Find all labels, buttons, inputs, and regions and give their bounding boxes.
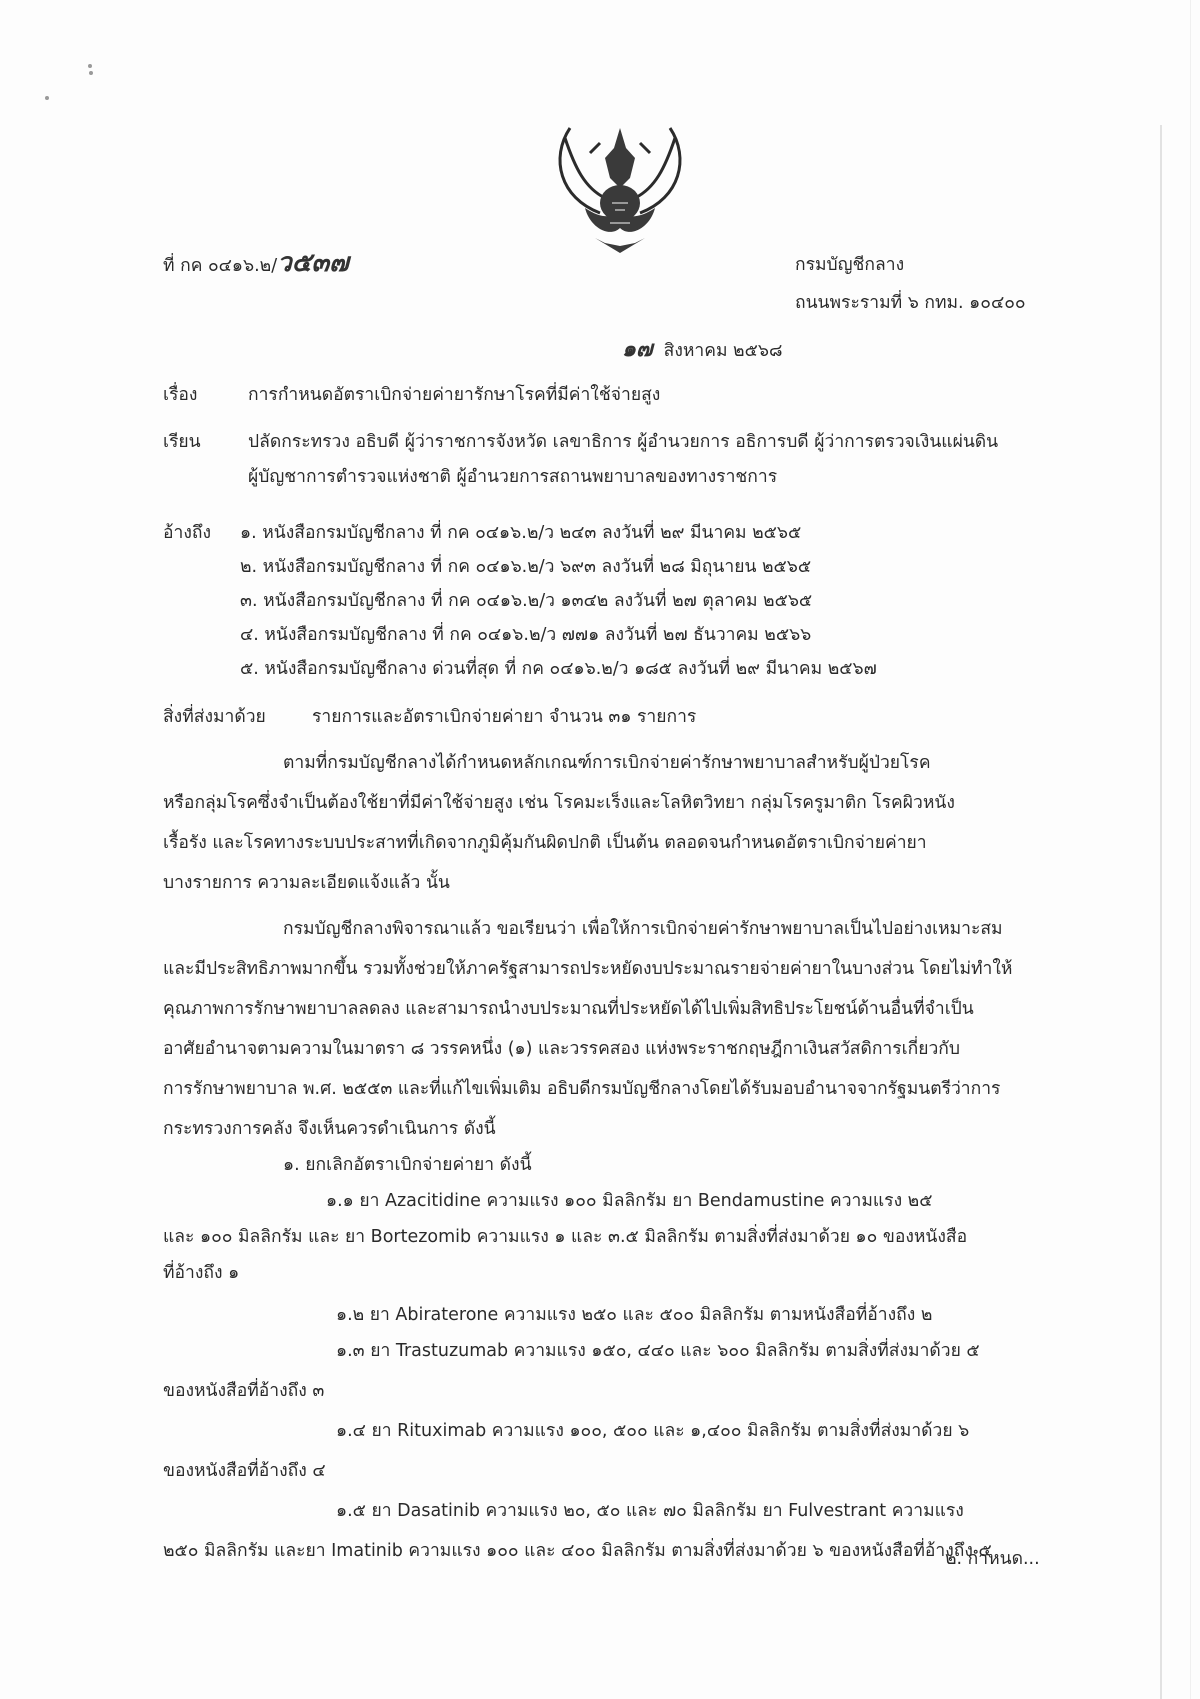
item-1-2: ๑.๒ ยา Abiraterone ความแรง ๒๕๐ และ ๕๐๐ มิลลิกรัม ตามหนังสือที่อ้างถึง ๒ — [336, 1305, 933, 1325]
scan-speck — [89, 71, 93, 75]
item-1-5-cont: ๒๕๐ มิลลิกรัม และยา Imatinib ความแรง ๑๐๐ และ ๔๐๐ มิลลิกรัม ตามสิ่งที่ส่งมาด้วย ๖ ของหนังสือที่อ้างถึง ๕ — [163, 1541, 992, 1561]
item-1-1: ๑.๑ ยา Azacitidine ความแรง ๑๐๐ มิลลิกรัม ยา Bendamustine ความแรง ๒๕ — [326, 1191, 933, 1211]
garuda-emblem-icon — [540, 118, 700, 258]
scan-speck — [88, 64, 92, 68]
handwritten-day: ๑๗ — [622, 336, 653, 362]
paragraph-2-line: กระทรวงการคลัง จึงเห็นควรดำเนินการ ดังนี้ — [163, 1119, 496, 1139]
paragraph-1-line: เรื้อรัง และโรคทางระบบประสาทที่เกิดจากภูมิคุ้มกันผิดปกติ เป็นต้น ตลอดจนกำหนดอัตราเบิกจ่ายค่ายา — [163, 833, 927, 853]
scan-edge-line — [1160, 125, 1162, 1699]
section-1-heading: ๑. ยกเลิกอัตราเบิกจ่ายค่ายา ดังนี้ — [283, 1155, 532, 1175]
paragraph-2-line: คุณภาพการรักษาพยาบาลลดลง และสามารถนำงบประมาณที่ประหยัดได้ไปเพิ่มสิทธิประโยชน์ด้านอื่นที่จำเป็น — [163, 999, 974, 1019]
item-1-3-cont: ของหนังสือที่อ้างถึง ๓ — [163, 1381, 325, 1401]
item-1-4: ๑.๔ ยา Rituximab ความแรง ๑๐๐, ๕๐๐ และ ๑,๔๐๐ มิลลิกรัม ตามสิ่งที่ส่งมาด้วย ๖ — [336, 1421, 970, 1441]
item-1-1-cont: และ ๑๐๐ มิลลิกรัม และ ยา Bortezomib ความแรง ๑ และ ๓.๕ มิลลิกรัม ตามสิ่งที่ส่งมาด้วย ๑๐ ของหนังสือ — [163, 1227, 968, 1247]
item-1-4-cont: ของหนังสือที่อ้างถึง ๔ — [163, 1461, 326, 1481]
to-line-1: ปลัดกระทรวง อธิบดี ผู้ว่าราชการจังหวัด เลขาธิการ ผู้อำนวยการ อธิการบดี ผู้ว่าการตรวจเงินแผ่นดิน — [248, 432, 999, 452]
enclosure-text: รายการและอัตราเบิกจ่ายค่ายา จำนวน ๓๑ รายการ — [312, 707, 697, 727]
scan-speck — [45, 96, 49, 100]
sender-address: ถนนพระรามที่ ๖ กทม. ๑๐๔๐๐ — [795, 293, 1026, 313]
paragraph-2-line: และมีประสิทธิภาพมากขึ้น รวมทั้งช่วยให้ภาครัฐสามารถประหยัดงบประมาณรายจ่ายค่ายาในบางส่วน โดยไม่ทำให้ — [163, 959, 1013, 979]
reference-item: ๒. หนังสือกรมบัญชีกลาง ที่ กค ๐๔๑๖.๒/ว ๖๙๓ ลงวันที่ ๒๘ มิถุนายน ๒๕๖๕ — [240, 557, 812, 577]
subject-text: การกำหนดอัตราเบิกจ่ายค่ายารักษาโรคที่มีค่าใช้จ่ายสูง — [248, 385, 661, 405]
to-line-2: ผู้บัญชาการตำรวจแห่งชาติ ผู้อำนวยการสถานพยาบาลของทางราชการ — [248, 467, 778, 487]
reference-item: ๓. หนังสือกรมบัญชีกลาง ที่ กค ๐๔๑๖.๒/ว ๑๓๔๒ ลงวันที่ ๒๗ ตุลาคม ๒๕๖๕ — [240, 591, 813, 611]
reference-number: ที่ กค ๐๔๑๖.๒/ว๕๓๗ — [163, 248, 349, 278]
enclosure-label: สิ่งที่ส่งมาด้วย — [163, 707, 266, 727]
item-1-1-cont: ที่อ้างถึง ๑ — [163, 1263, 240, 1283]
handwritten-ref: ว๕๓๗ — [277, 248, 349, 278]
paragraph-2-line: กรมบัญชีกลางพิจารณาแล้ว ขอเรียนว่า เพื่อให้การเบิกจ่ายค่ารักษาพยาบาลเป็นไปอย่างเหมาะสม — [283, 919, 1003, 939]
subject-label: เรื่อง — [163, 385, 198, 405]
continuation-text: ๒. กำหนด... — [945, 1549, 1040, 1569]
paragraph-2-line: การรักษาพยาบาล พ.ศ. ๒๕๕๓ และที่แก้ไขเพิ่มเติม อธิบดีกรมบัญชีกลางโดยได้รับมอบอำนาจจากรัฐมนตรีว่าการ — [163, 1079, 1001, 1099]
reference-item: ๔. หนังสือกรมบัญชีกลาง ที่ กค ๐๔๑๖.๒/ว ๗๗๑ ลงวันที่ ๒๗ ธันวาคม ๒๕๖๖ — [240, 625, 812, 645]
reference-item: ๑. หนังสือกรมบัญชีกลาง ที่ กค ๐๔๑๖.๒/ว ๒๔๓ ลงวันที่ ๒๙ มีนาคม ๒๕๖๕ — [240, 523, 802, 543]
letter-date: ๑๗ สิงหาคม ๒๕๖๘ — [622, 336, 783, 362]
item-1-5: ๑.๕ ยา Dasatinib ความแรง ๒๐, ๕๐ และ ๗๐ มิลลิกรัม ยา Fulvestrant ความแรง — [336, 1501, 964, 1521]
paragraph-1-line: ตามที่กรมบัญชีกลางได้กำหนดหลักเกณฑ์การเบิกจ่ายค่ารักษาพยาบาลสำหรับผู้ป่วยโรค — [283, 753, 931, 773]
to-label: เรียน — [163, 432, 201, 452]
paragraph-1-line: บางรายการ ความละเอียดแจ้งแล้ว นั้น — [163, 873, 450, 893]
references-label: อ้างถึง — [163, 523, 212, 543]
paragraph-2-line: อาศัยอำนาจตามความในมาตรา ๘ วรรคหนึ่ง (๑) และวรรคสอง แห่งพระราชกฤษฎีกาเงินสวัสดิการเกี่ยวกับ — [163, 1039, 961, 1059]
item-1-3: ๑.๓ ยา Trastuzumab ความแรง ๑๕๐, ๔๔๐ และ ๖๐๐ มิลลิกรัม ตามสิ่งที่ส่งมาด้วย ๕ — [336, 1341, 980, 1361]
paragraph-1-line: หรือกลุ่มโรคซึ่งจำเป็นต้องใช้ยาที่มีค่าใช้จ่ายสูง เช่น โรคมะเร็งและโลหิตวิทยา กลุ่มโรครูมาติก โรคผิวหนัง — [163, 793, 955, 813]
sender-org: กรมบัญชีกลาง — [795, 255, 905, 275]
reference-item: ๕. หนังสือกรมบัญชีกลาง ด่วนที่สุด ที่ กค ๐๔๑๖.๒/ว ๑๘๕ ลงวันที่ ๒๙ มีนาคม ๒๕๖๗ — [240, 659, 877, 679]
scan-edge-line — [1190, 0, 1191, 1699]
